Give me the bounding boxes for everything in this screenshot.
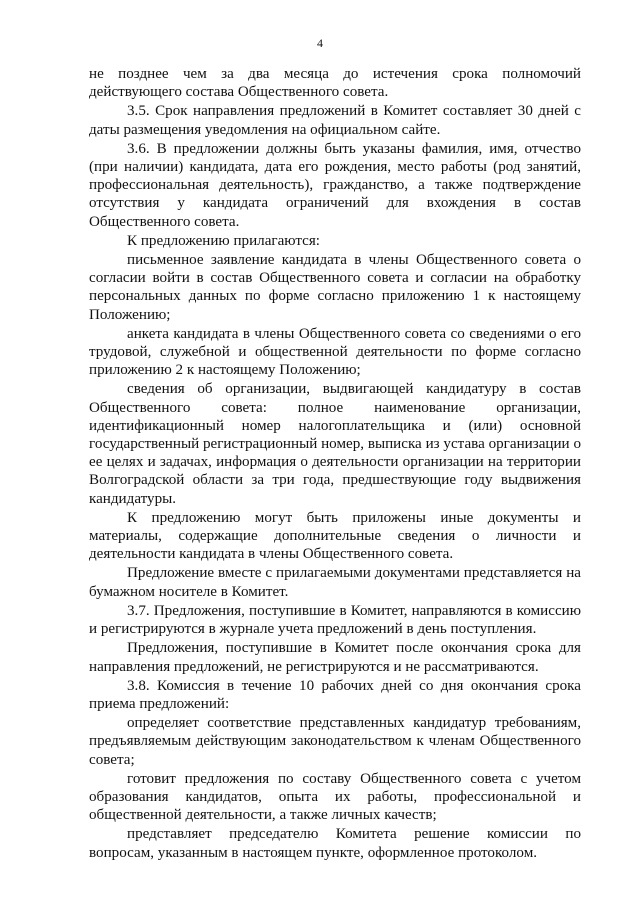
paragraph-3-8: 3.8. Комиссия в течение 10 рабочих дней со дня окончания срока приема предложений: [89,677,581,712]
paragraph-organization-info: сведения об организации, выдвигающей кандидатуру в состав Общественного совета: полное наименование организации, идентификационный номер налогоплательщика и (или) основной государственный регистрационный номер, выписка из устава организации о ее целях и задачах, информация о деятельности организации на территории Волгоградской области за три года, предшествующие году выдвижения кандидатуры. [89,381,581,507]
paragraph-questionnaire: анкета кандидата в члены Общественного совета со сведениями о его трудовой, служебной и общественной деятельности по форме согласно приложению 2 к настоящему Положению; [89,325,581,379]
paragraph-attachments-intro: К предложению прилагаются: [127,232,320,249]
paragraph-other-documents: К предложению могут быть приложены иные документы и материалы, содержащие дополнительные сведения о личности и деятельности кандидата в члены Общественного совета. [89,509,581,563]
paragraph-3-5: 3.5. Срок направления предложений в Комитет составляет 30 дней с даты размещения уведомления на официальном сайте. [89,103,581,138]
document-body [89,65,581,862]
paragraph-term-continuation: не позднее чем за два месяца до истечения срока полномочий действующего состава Общественного совета. [89,66,581,101]
paragraph-application: письменное заявление кандидата в члены Общественного совета о согласии войти в состав Общественного совета и согласии на обработку персональных данных по форме согласно приложению 1 к настоящему Положению; [89,252,581,323]
paragraph-presents: представляет председателю Комитета решение комиссии по вопросам, указанным в настоящем пункте, оформленное протоколом. [89,826,581,861]
paragraph-3-7: 3.7. Предложения, поступившие в Комитет, направляются в комиссию и регистрируются в журнале учета предложений в день поступления. [89,602,581,638]
paragraph-3-6: 3.6. В предложении должны быть указаны фамилия, имя, отчество (при наличии) кандидата, дата его рождения, место работы (род занятий, профессиональная деятельность), гражданство, а также подтверждение отсутствия у кандидата ограничений для вхождения в состав Общественного совета. [89,140,581,230]
paragraph-prepares: готовит предложения по составу Общественного совета с учетом образования кандидатов, опыта их работы, профессиональной и общественной деятельности, а также личных качеств; [89,770,581,824]
page-number: 4 [317,36,323,50]
paragraph-determines: определяет соответствие представленных кандидатур требованиям, предъявляемым действующим законодательством к членам Общественного совета; [89,715,581,768]
paragraph-late-proposals: Предложения, поступившие в Комитет после окончания срока для направления предложений, не регистрируются и не рассматриваются. [89,640,581,675]
paragraph-paper-submission: Предложение вместе с прилагаемыми документами представляется на бумажном носителе в Комитет. [89,565,581,600]
